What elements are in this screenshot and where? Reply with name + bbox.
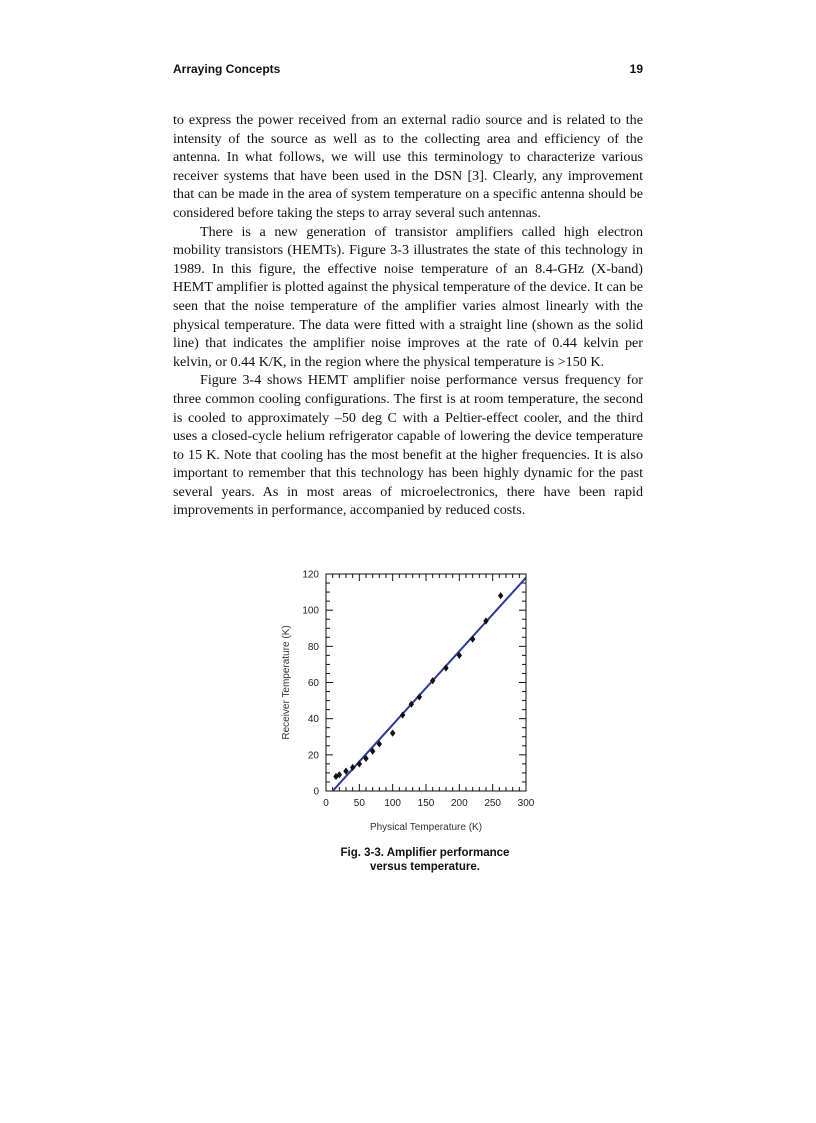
figure-caption bbox=[300, 846, 550, 874]
y-tick-label: 60 bbox=[307, 678, 319, 689]
x-tick-label: 250 bbox=[484, 798, 502, 809]
x-tick-label: 0 bbox=[323, 798, 329, 809]
data-point bbox=[470, 636, 475, 643]
page-number: 19 bbox=[629, 62, 643, 76]
body-text bbox=[173, 111, 643, 520]
data-point bbox=[390, 730, 395, 737]
figure-3-3 bbox=[272, 560, 552, 840]
plot-frame bbox=[326, 574, 526, 791]
y-tick-label: 40 bbox=[307, 714, 319, 726]
x-tick-label: 50 bbox=[353, 798, 365, 809]
x-tick-label: 100 bbox=[384, 798, 402, 809]
scatter-chart bbox=[272, 560, 552, 840]
x-tick-label: 200 bbox=[450, 798, 468, 809]
y-tick-label: 120 bbox=[302, 569, 319, 581]
fit-line bbox=[333, 578, 526, 791]
y-tick-label: 80 bbox=[307, 641, 319, 653]
caption-line: versus temperature. bbox=[370, 861, 480, 873]
data-point bbox=[357, 760, 362, 767]
y-tick-label: 0 bbox=[313, 786, 319, 798]
x-axis-title: Physical Temperature (K) bbox=[369, 822, 483, 833]
data-point bbox=[443, 664, 448, 671]
y-axis-title: Receiver Temperature (K) bbox=[281, 625, 292, 740]
y-tick-label: 100 bbox=[302, 605, 319, 617]
running-header bbox=[173, 62, 643, 78]
data-point bbox=[498, 592, 503, 599]
caption-line: Fig. 3-3. Amplifier performance bbox=[340, 847, 510, 859]
paragraph: Figure 3-4 shows HEMT amplifier noise performance versus frequency for three common cooling configurations. The first is at room temperature, the second is cooled to approximately –50 deg C with a Peltier-effect cooler, and the third uses a closed-cycle helium refrigerator capable of lowering the device temperature to 15 K. Note that cooling has the most benefit at the higher frequencies. It is also important to remember that this technology has been highly dynamic for the past several years. As in most areas of microelectronics, there have been rapid improvements in performance, accompanied by reduced costs. bbox=[173, 372, 643, 519]
y-tick-label: 20 bbox=[307, 750, 319, 762]
paragraph: to express the power received from an external radio source and is related to the intensity of the source as well as to the collecting area and efficiency of the antenna. In what follows, we will use this terminology to characterize various receiver systems that have been used in the DSN [3]. Clearly, any improvement that can be made in the area of system temperature on a specific antenna should be considered before taking the steps to array several such antennas. bbox=[173, 112, 643, 221]
paragraph: There is a new generation of transistor amplifiers called high electron mobility transistors (HEMTs). Figure 3-3 illustrates the state of this technology in 1989. In this figure, the effective noise temperature of an 8.4-GHz (X-band) HEMT amplifier is plotted against the physical temperature of the device. It can be seen that the noise temperature of the amplifier varies almost linearly with the physical temperature. The data were fitted with a straight line (shown as the solid line) that indicates the amplifier noise improves at the rate of 0.44 kelvin per kelvin, or 0.44 K/K, in the region where the physical temperature is >150 K. bbox=[173, 223, 643, 370]
x-tick-label: 300 bbox=[517, 798, 535, 809]
x-tick-label: 150 bbox=[417, 798, 435, 809]
running-header-title: Arraying Concepts bbox=[173, 62, 281, 76]
